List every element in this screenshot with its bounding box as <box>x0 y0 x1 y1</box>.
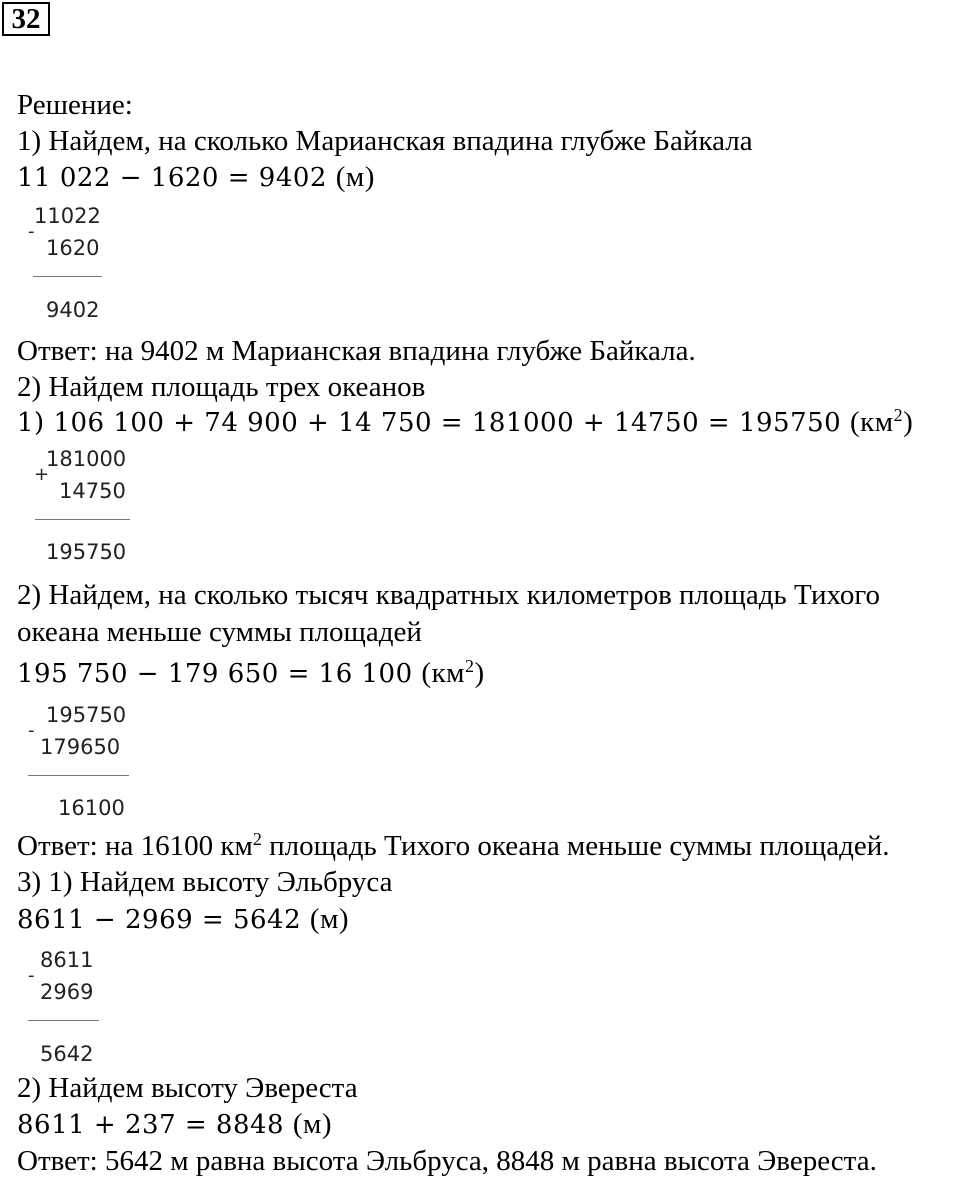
equation-4 <box>17 902 349 937</box>
equation-2 <box>17 405 913 440</box>
column-4-result: 5642 <box>40 1042 94 1066</box>
column-3-minus-sign: - <box>28 720 35 741</box>
equation-5-expression: 8611 + 237 = 8848 <box>17 1110 285 1140</box>
answer-2: Ответ: на 16100 $км^2$ площадь Тихого океана меньше суммы площадей. <box>17 829 890 862</box>
step-1-title: 1) Найдем, на сколько Марианская впадина глубже Байкала <box>17 125 753 157</box>
equation-4-unit: (м) <box>309 903 350 935</box>
column-2-rule <box>35 519 130 520</box>
column-2-top: 181000 <box>46 447 127 471</box>
equation-1 <box>17 160 375 195</box>
column-3-result: 16100 <box>58 796 125 820</box>
column-2-result: 195750 <box>46 540 127 564</box>
column-2-bottom: 14750 <box>59 479 126 503</box>
step-3b-title: 2) Найдем высоту Эвереста <box>17 1072 358 1104</box>
column-4-minus-sign: - <box>28 965 35 986</box>
column-3-bottom: 179650 <box>40 735 121 759</box>
equation-3 <box>17 656 485 691</box>
column-1-minus-sign: - <box>28 221 35 242</box>
equation-3-unit: $(км^2)$ <box>421 656 485 689</box>
equation-5-unit: (м) <box>292 1108 333 1140</box>
column-4-rule <box>28 1020 99 1021</box>
step-2b-line-1: 2) Найдем, на сколько тысяч квадратных километров площадь Тихого <box>17 579 881 611</box>
column-1-result: 9402 <box>46 298 100 322</box>
column-1-top: 11022 <box>34 204 101 228</box>
solution-heading: Решение: <box>17 89 133 121</box>
equation-2-expression: 1) 106 100 + 74 900 + 14 750 = 181000 + 14750 = 195750 <box>17 408 842 438</box>
equation-1-unit: (м) <box>335 161 375 193</box>
step-2-title: 2) Найдем площадь трех океанов <box>17 371 426 403</box>
column-3-top: 195750 <box>46 703 127 727</box>
column-3-rule <box>28 775 129 776</box>
equation-3-expression: 195 750 − 179 650 = 16 100 <box>17 659 413 689</box>
step-2b-line-2: океана меньше суммы площадей <box>17 616 422 648</box>
equation-2-unit: $(км^2)$ <box>849 405 914 438</box>
column-2-plus-sign: + <box>34 464 50 485</box>
equation-1-expression: 11 022 − 1620 = 9402 <box>17 163 327 193</box>
column-1-rule <box>33 276 102 277</box>
column-1-bottom: 1620 <box>46 236 100 260</box>
problem-number-badge: 32 <box>2 2 50 36</box>
answer-1: Ответ: на 9402 м Марианская впадина глубже Байкала. <box>17 335 696 367</box>
column-4-bottom: 2969 <box>40 980 94 1004</box>
step-3-title: 3) 1) Найдем высоту Эльбруса <box>17 866 393 898</box>
equation-4-expression: 8611 − 2969 = 5642 <box>17 905 302 935</box>
column-4-top: 8611 <box>40 948 94 972</box>
answer-3: Ответ: 5642 м равна высота Эльбруса, 8848 м равна высота Эвереста. <box>17 1145 877 1177</box>
equation-5 <box>17 1107 332 1142</box>
